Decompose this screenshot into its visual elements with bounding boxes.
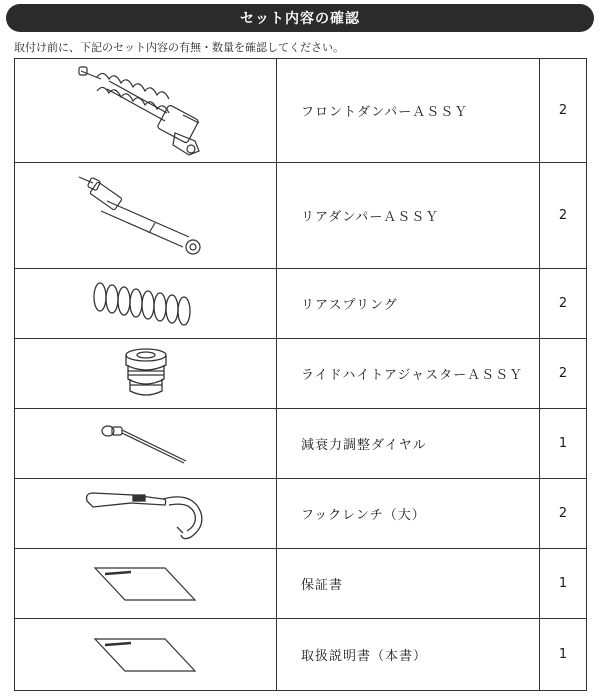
item-name: フロントダンパーＡＳＳＹ [277, 59, 540, 163]
item-name: 保証書 [277, 549, 540, 619]
page-title: セット内容の確認 [6, 4, 594, 32]
item-name: ライドハイトアジャスターＡＳＳＹ [277, 339, 540, 409]
table-row [15, 409, 587, 479]
table-row [15, 269, 587, 339]
item-name: リアダンパーＡＳＳＹ [277, 163, 540, 269]
item-quantity: 2 [540, 339, 587, 409]
rear-damper-icon [71, 171, 221, 261]
item-name: 取扱説明書（本書） [277, 619, 540, 691]
item-quantity: 2 [540, 479, 587, 549]
dial-icon [96, 419, 196, 469]
parts-table [14, 58, 587, 691]
table-row [15, 59, 587, 163]
item-name: フックレンチ（大） [277, 479, 540, 549]
spring-icon [86, 279, 206, 329]
document-icon [91, 633, 201, 677]
item-quantity: 1 [540, 549, 587, 619]
item-quantity: 1 [540, 409, 587, 479]
document-icon [91, 562, 201, 606]
table-row [15, 479, 587, 549]
front-damper-icon [71, 63, 221, 159]
item-quantity: 2 [540, 269, 587, 339]
table-row [15, 619, 587, 691]
item-name: 減衰力調整ダイヤル [277, 409, 540, 479]
item-quantity: 2 [540, 163, 587, 269]
wrench-icon [81, 487, 211, 541]
table-row [15, 163, 587, 269]
item-quantity: 1 [540, 619, 587, 691]
item-name: リアスプリング [277, 269, 540, 339]
table-row [15, 549, 587, 619]
table-row [15, 339, 587, 409]
instruction-text: 取付け前に、下記のセット内容の有無・数量を確認してください。 [14, 41, 344, 54]
adjuster-icon [116, 345, 176, 403]
item-quantity: 2 [540, 59, 587, 163]
